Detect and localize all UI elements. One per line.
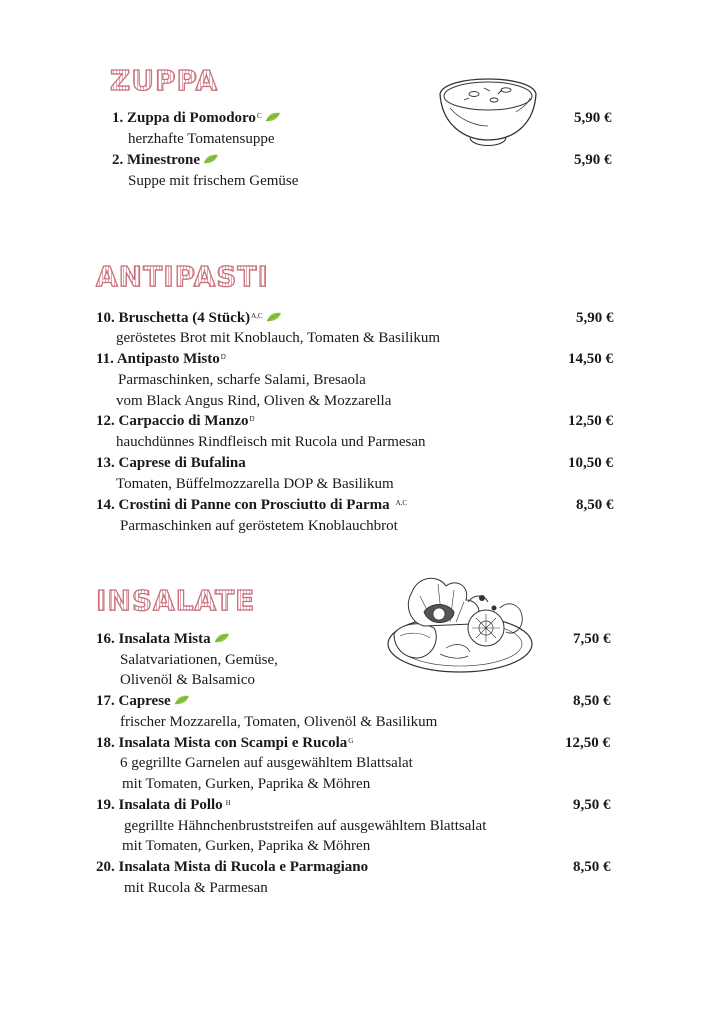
menu-item-name: 11. Antipasto Misto$^D$ <box>96 351 226 367</box>
menu-item-price: 14,50 € <box>568 351 613 367</box>
menu-item-description: Tomaten, Büffelmozzarella DOP & Basilikum <box>116 476 394 492</box>
menu-item-description: mit Tomaten, Gurken, Paprika & Möhren <box>122 838 371 854</box>
menu-item-description: herzhafte Tomatensuppe <box>128 131 275 147</box>
section-heading-antipasti: ANTIPASTI <box>96 260 269 293</box>
menu-item-name: 19. Insalata di Pollo $^H$ <box>96 797 231 813</box>
menu-item-name: 12. Carpaccio di Manzo$^D$ <box>96 413 255 429</box>
menu-item-description: Parmaschinken, scharfe Salami, Bresaola <box>118 372 366 388</box>
menu-item-name: 16. Insalata Mista <box>96 629 230 649</box>
menu-item-price: 8,50 € <box>573 859 611 875</box>
menu-item-price: 12,50 € <box>568 413 613 429</box>
section-heading-insalate: INSALATE <box>96 584 256 617</box>
menu-item-price: 5,90 € <box>574 110 612 126</box>
leaf-icon <box>266 312 282 322</box>
soup-bowl-illustration <box>436 68 540 158</box>
salad-plate-illustration <box>384 572 536 676</box>
menu-item-description: Olivenöl & Balsamico <box>120 672 255 688</box>
menu-item-price: 12,50 € <box>565 735 610 751</box>
menu-item-name: 20. Insalata Mista di Rucola e Parmagiano <box>96 859 369 875</box>
menu-item-price: 8,50 € <box>576 497 614 513</box>
menu-item-description: geröstetes Brot mit Knoblauch, Tomaten & Basilikum <box>116 330 441 346</box>
menu-item-description: mit Rucola & Parmesan <box>124 880 268 896</box>
menu-item-name: 10. Bruschetta (4 Stück)$^{A,C}$ <box>96 308 282 328</box>
menu-item-description: vom Black Angus Rind, Oliven & Mozzarella <box>116 393 392 409</box>
menu-item-name: 17. Caprese <box>96 691 190 711</box>
section-heading-zuppa: ZUPPA <box>110 64 219 97</box>
menu-item-name: 1. Zuppa di Pomodoro$^C$ <box>112 108 281 128</box>
menu-item-description: Suppe mit frischem Gemüse <box>128 173 299 189</box>
leaf-icon <box>214 633 230 643</box>
leaf-icon <box>203 154 219 164</box>
menu-item-description: Salatvariationen, Gemüse, <box>120 652 278 668</box>
menu-item-name: 14. Crostini di Panne con Prosciutto di Parma $^{A,C}$ <box>96 497 408 513</box>
menu-item-price: 7,50 € <box>573 631 611 647</box>
menu-item-price: 5,90 € <box>574 152 612 168</box>
menu-item-description: frischer Mozzarella, Tomaten, Olivenöl & Basilikum <box>120 714 438 730</box>
menu-item-description: Parmaschinken auf geröstetem Knoblauchbrot <box>120 518 398 534</box>
menu-item-name: 13. Caprese di Bufalina <box>96 455 246 471</box>
menu-item-price: 9,50 € <box>573 797 611 813</box>
leaf-icon <box>174 695 190 705</box>
menu-item-description: gegrillte Hähnchenbruststreifen auf ausgewähltem Blattsalat <box>124 818 487 834</box>
leaf-icon <box>265 112 281 122</box>
menu-item-price: 10,50 € <box>568 455 613 471</box>
menu-item-name: 18. Insalata Mista con Scampi e Rucola$^G$ <box>96 735 354 751</box>
menu-item-price: 8,50 € <box>573 693 611 709</box>
menu-item-description: mit Tomaten, Gurken, Paprika & Möhren <box>122 776 371 792</box>
menu-item-name: 2. Minestrone <box>112 150 219 170</box>
menu-item-description: 6 gegrillte Garnelen auf ausgewähltem Blattsalat <box>120 755 413 771</box>
menu-item-description: hauchdünnes Rindfleisch mit Rucola und Parmesan <box>116 434 426 450</box>
menu-item-price: 5,90 € <box>576 310 614 326</box>
